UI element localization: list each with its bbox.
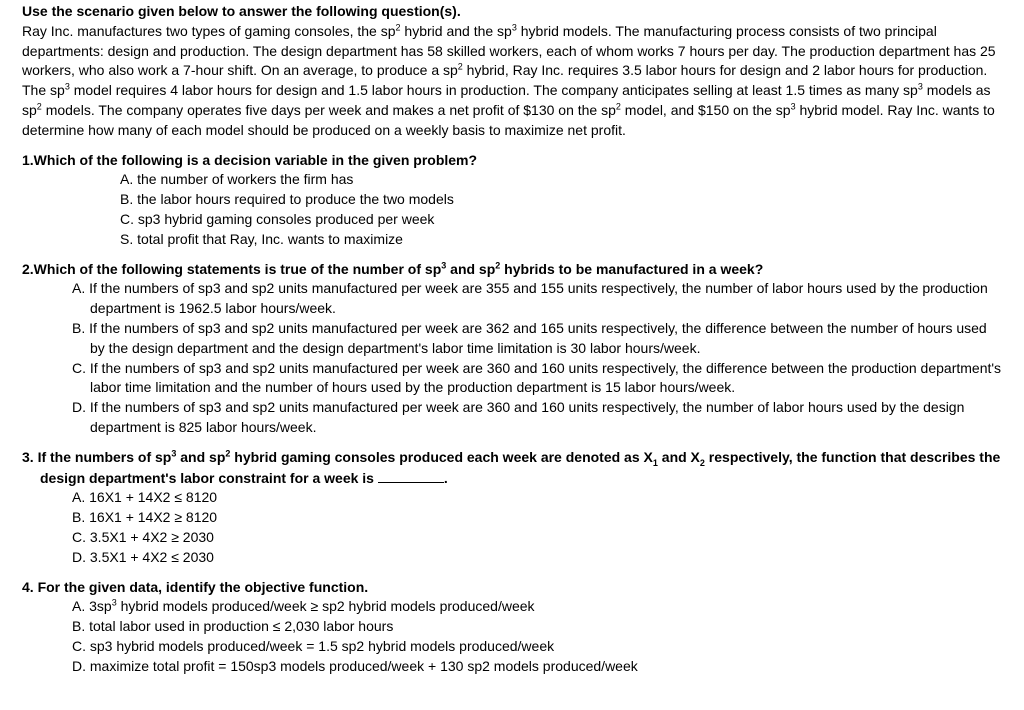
question-1-option-s[interactable]: S. total profit that Ray, Inc. wants to maximize	[120, 230, 403, 247]
question-2-stem-text: and sp	[446, 260, 496, 277]
question-4-option-d[interactable]: D. maximize total profit = 150sp3 models produced/week + 130 sp2 models produced/week	[72, 657, 638, 674]
subscript: 1	[652, 457, 658, 468]
scenario-text: hybrid models. The manufacturing process consists of two principal departments: design and production. The design department has 58 skilled workers, each of whom works 7 hours per day. The production department has 25 workers, who also work a 7-hour shift. On an average, to produce a sp	[22, 22, 996, 79]
question-1-option-b[interactable]: B. the labor hours required to produce the two models	[120, 191, 454, 208]
question-2-option-a[interactable]: A. If the numbers of sp3 and sp2 units manufactured per week are 355 and 155 units respectively, the number of labor hours used by the production department is 1962.5 labor hours/week.	[72, 280, 988, 317]
superscript: 2	[457, 61, 463, 72]
subscript: 2	[699, 457, 705, 468]
question-2-option-d[interactable]: D. If the numbers of sp3 and sp2 units manufactured per week are 360 and 160 units respectively, the number of labor hours used by the design department is 825 labor hours/week.	[72, 399, 965, 435]
question-4-stem: 4. For the given data, identify the objective function.	[22, 578, 369, 595]
question-4-option-b[interactable]: B. total labor used in production ≤ 2,030 labor hours	[72, 618, 394, 635]
question-4-option-c[interactable]: C. sp3 hybrid models produced/week = 1.5 sp2 hybrid models produced/week	[72, 637, 555, 654]
question-3-stem-text: and sp	[176, 448, 226, 465]
question-3	[22, 448, 1002, 568]
question-2-stem	[22, 260, 1002, 280]
question-2-option-b[interactable]: B. If the numbers of sp3 and sp2 units manufactured per week are 362 and 165 units respectively, the difference between the number of hours used by the design department and the design department's labor time limitation is 30 labor hours/week.	[72, 319, 987, 356]
scenario-text: model requires 4 labor hours for design and 1.5 labor hours in production. The company anticipates selling at least 1.5 times as many sp	[69, 82, 918, 99]
question-1-options	[22, 170, 1002, 249]
instructions-heading: Use the scenario given below to answer the following question(s).	[22, 3, 461, 19]
scenario-text: models. The company operates five days per week and makes a net profit of $130 on the sp	[41, 101, 616, 118]
scenario-text: Ray Inc. manufactures two types of gaming consoles, the sp	[22, 22, 396, 39]
scenario-text: models as sp	[22, 82, 991, 118]
question-3-option-a[interactable]: A. 16X1 + 14X2 ≤ 8120	[72, 489, 218, 506]
question-3-option-d[interactable]: D. 3.5X1 + 4X2 ≤ 2030	[72, 548, 214, 565]
question-4	[22, 578, 1002, 677]
question-3-stem-text: respectively, the function that describes the design department's labor constraint for a week is	[40, 448, 1001, 486]
superscript: 2	[225, 448, 231, 459]
question-4-options	[22, 597, 1002, 676]
superscript: 2	[495, 259, 501, 270]
question-2-options	[22, 279, 1002, 437]
question-3-stem-text: 3. If the numbers of sp	[22, 448, 172, 465]
superscript: 3	[171, 448, 177, 459]
superscript: 3	[111, 597, 117, 608]
scenario-text: model, and $150 on the sp	[620, 101, 791, 118]
question-1-option-a[interactable]: A. the number of workers the firm has	[120, 171, 354, 188]
superscript: 3	[511, 22, 517, 33]
superscript: 2	[615, 101, 621, 112]
question-4-option-a-text: hybrid models produced/week ≥ sp2 hybrid models produced/week	[116, 598, 535, 615]
scenario-text: hybrid model. Ray Inc. wants to determine how many of each model should be produced on a weekly basis to maximize net profit.	[22, 101, 995, 138]
question-2-stem-text: 2.Which of the following statements is true of the number of sp	[22, 260, 442, 277]
scenario-paragraph	[22, 22, 1002, 141]
question-2-option-c[interactable]: C. If the numbers of sp3 and sp2 units manufactured per week are 360 and 160 units respectively, the difference between the production department's labor time limitation and the number of hours used by the production department is 15 labor hours/week.	[72, 359, 1002, 396]
question-2-stem-text: hybrids to be manufactured in a week?	[500, 260, 764, 277]
question-3-stem-text: hybrid gaming consoles produced each week are denoted as X	[230, 448, 653, 465]
scenario-text: hybrid, Ray Inc. requires 3.5 labor hours for design and 2 labor hours for production. The sp	[22, 62, 988, 99]
superscript: 2	[395, 22, 401, 33]
question-1-stem: 1.Which of the following is a decision variable in the given problem?	[22, 151, 478, 168]
question-4-option-a-text: A. 3sp	[72, 598, 112, 615]
question-1	[22, 151, 1002, 250]
superscript: 3	[441, 259, 447, 270]
scenario-text: hybrid and the sp	[400, 22, 512, 39]
superscript: 3	[64, 81, 70, 92]
superscript: 3	[917, 81, 923, 92]
question-3-stem-text: .	[443, 469, 448, 486]
question-3-option-b[interactable]: B. 16X1 + 14X2 ≥ 8120	[72, 509, 218, 526]
superscript: 2	[36, 101, 42, 112]
question-3-stem-text: and X	[657, 448, 700, 465]
question-2	[22, 260, 1002, 438]
question-4-option-a[interactable]	[72, 597, 1002, 617]
document-page	[22, 2, 1002, 677]
question-3-options	[22, 488, 1002, 567]
question-3-stem	[22, 448, 1002, 489]
answer-blank[interactable]	[378, 468, 444, 483]
question-1-option-c[interactable]: C. sp3 hybrid gaming consoles produced per week	[120, 210, 435, 227]
question-3-option-c[interactable]: C. 3.5X1 + 4X2 ≥ 2030	[72, 528, 214, 545]
superscript: 3	[790, 101, 796, 112]
